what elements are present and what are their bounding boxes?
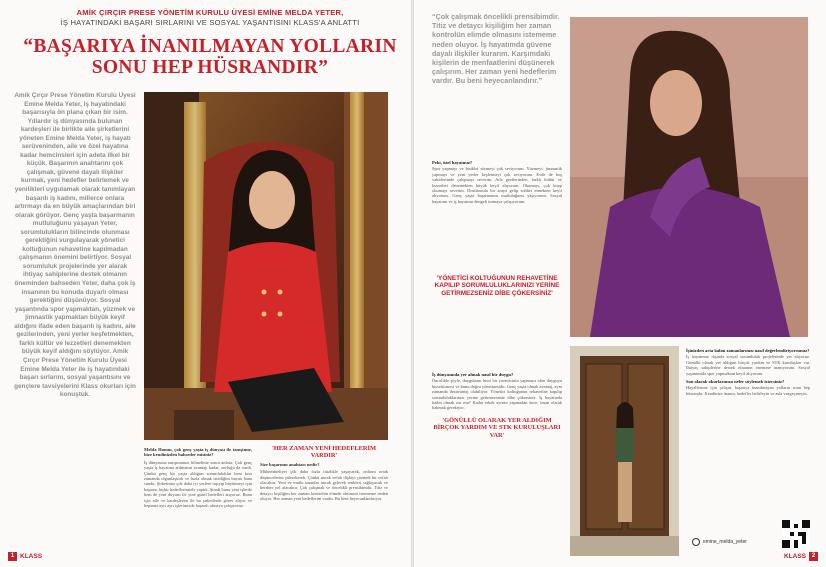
right-footer — [784, 552, 818, 561]
answer-4: Öncelikle şöyle, duyguların hissi bir yöneticinin yapmaya olan duyguyu hissettirmesi ve bunu doğru yönetmesidir. Genç yaşta olmak avantaj, aynı zamanda dezavantaj olabiliyor. Yönetici koltuğunun rehavetine kapılıp sorumluluklarınızı yerine getirmezseniz dibe çökersiniz. İş hayatında kadın olmak zor mu? Kadın erkek ayrımı yapmadan önce, insan olarak bakmak gerekiyor. — [432, 378, 562, 411]
instagram-handle — [692, 538, 747, 546]
answer-5: İş hayatımız dışında sosyal sorumluluk projelerinde yer alıyoruz. Gönüllü olarak yer aldığım birçok yardım ve STK kuruluşları var. İhtiyaç sahiplerine destek olmanın önemine inanıyorum. Sosyal yaşantımda spor yapmaktan keyif alıyorum. — [686, 354, 810, 376]
door-photo — [570, 346, 679, 556]
pull-quote-goals: 'HER ZAMAN YENİ HEDEFLERİM VARDIR' — [272, 445, 376, 460]
column-b — [260, 445, 388, 563]
page-number: 1 — [8, 552, 17, 561]
answer-6: Hayalleriniz için çalışın, başarıya inanılmayan yolların sonu hep hüsrandır. Kendinize inanın, hedefler belirleyin ve asla vazgeçmeyin. — [686, 385, 810, 396]
answer-2: Mükemmeliyet çok daha fazla titizlikle yaşayarak, onların ortak düşüncelerini yükselterek. Çünkü ancak vefalı ilişkiyi çözmek bir vefalı olacaktır. Yeni ve mutlu insanlar ancak gelecek renkleri sağlayacak ve beraber yol alacaktır. Çok çalışmak ve öncelikli prensibimdir. Titiz ve detaycı kişiliğim her zaman kontrolün elimde olmasını istememe neden oluyor. Her zaman yeni hedeflerim vardır. Bu beni heyecanlandırıyor. — [260, 469, 388, 502]
headline: “BAŞARIYA İNANILMAYAN YOLLARIN SONU HEP HÜSRANDIR” — [23, 36, 397, 78]
kicker-grey: İŞ HAYATINDAKİ BAŞARI SIRLARINI VE SOSYAL YAŞANTISINI KLASS'A ANLATTI — [60, 18, 360, 27]
kicker-red: AMİK ÇIRÇIR PRESE YÖNETİM KURULU ÜYESİ EMİNE MELDA YETER, — [76, 8, 344, 17]
question-4: İş dünyasında yer almak nasıl bir duygu? — [432, 372, 514, 377]
question-6: Son olarak okurlarınıza neler söylemek istersiniz? — [686, 379, 785, 385]
right-page — [414, 0, 826, 567]
question-1: Melda Hanım, çok genç yaşta iş dünyası ile tanıştınız, bize kendinizden bahseder misiniz? — [144, 447, 252, 458]
question-2: Size başarının anahtarı nedir? — [260, 461, 320, 467]
column-r2 — [432, 370, 562, 520]
instagram-icon — [692, 538, 700, 546]
portrait-photo-red-jacket — [144, 92, 388, 440]
door-illustration — [570, 346, 679, 556]
pull-quote-volunteer: 'GÖNÜLLÜ OLARAK YER ALDIĞIM BİRÇOK YARDIM VE STK KURULUŞLARI VAR' — [433, 416, 561, 439]
qr-code-icon — [782, 520, 810, 548]
intro-text: Amik Çırçır Prese Yönetim Kurulu Üyesi Emine Melda Yeter, iş hayatındaki başarısıyla ön plana çıkan bir isim. Yıllardır iş dünyasında bulunan kardeşleri ile birlikte aile şirketlerini yöneten Emine Melda Yeter, iş hayatı serüveninden, aile ve özel hayatına kadar hemcinsleri için adeta ilkel bir küçük. Başarının anahtarını çok çalışmak, güvene dayalı ilişkiler kurmak, yeni hedefler belirlemek ve yenilikleri uygulamak olarak tanımlayan başarılı iş kadını, millerce onlara artırmayı da en büyük amaçlarından biri olarak görüyor. Genç yaşta başarmanın mutluluğunu yaşayan Yeter, sorumlulukların bilincinde olunması gerektiğini vurgulayarak yönetici koltuğunun rehavetine kapılmadan çalışmanın önemini belirtiyor. Sosyal sorumluluk projelerinde yer alarak ihtiyaç sahiplerine destek olmanın öneminden bahseden Yeter, daha çok iş insanının bu konuda duyarlı olması gerektiğini düşünüyor. Sosyal yaşantında spor yapmaktan, yüzmek ve jimnastik yapmaktan büyük keyif aldığını ifade eden başarılı iş kadını, aile gezilerinden, yeni yerler keşfetmekten, farklı kültür ve lezzetleri denemekten büyük keyif aldığını söylüyor. Amik Çırçır Prese Yönetim Kurulu Üyesi Emine Melda Yeter ile iş hayatındaki başarı sırlarını, sosyal yaşantısını ve gençlere tavsiyelerini Klass okurları için konuştuk. — [14, 92, 136, 399]
magazine-logo: KLASS — [20, 553, 43, 560]
qr-code — [782, 520, 810, 548]
left-footer — [8, 552, 42, 561]
question-3: Peki, özel hayatınız? — [432, 160, 473, 165]
instagram-text: emine_melda_yeter — [703, 539, 747, 545]
column-a — [144, 445, 252, 563]
answer-1: İş dünyasına tanışmamızı bilmeliniz sonra anlatır. Çok genç yaşta iş hayatına atılmanın avantajı kadar, zorluğu da vardı. Çünkü genç bir yaşta aldığım sorumluluklar beni kısa zamanda olgunlaştırdı ve hızla olmak istediğim hayatı bana sundu. Şirketimiz çok daha iyi yerlere taşıyıp büyütmeyi için başarısı hiçbir hedeflerimizle yaptık. Şimdi bunu yeni işlerde hem de yeni duyusu ile yine güzel hedefleri atıyoruz. Bunu için aile ve kardeşlerim ile bu şirketlerde görev alıyor ve hepimiz ayrı ayrı işlerimizde başarılı olmaya çalışıyoruz. — [144, 459, 252, 509]
feature-quote: “Çok çalışmak öncelikli prensibimdir. Titiz ve detaycı kişiliğim her zaman kontrolün elimde olmasını istememe neden oluyor. İş hayatımda güvene dayalı ilişkiler kurarım. Karşımdaki kişilerin de menfaatlerini düşünerek çalışırım. Her zaman yeni hedeflerim vardır. Bu beni heyecanlandırır.” — [432, 12, 560, 86]
kicker — [30, 8, 390, 28]
question-5: İşinizden arta kalan zamanlarınızı nasıl değerlendiriyorsunuz? — [686, 348, 810, 353]
left-page — [0, 0, 411, 567]
column-r1 — [432, 158, 562, 358]
portrait-illustration — [144, 92, 388, 440]
page-number-right: 2 — [809, 552, 818, 561]
purple-portrait-illustration — [570, 17, 808, 337]
column-r3 — [686, 346, 810, 516]
magazine-logo-right: KLASS — [783, 553, 806, 560]
pull-quote-manager: 'YÖNETİCİ KOLTUĞUNUN REHAVETİNE KAPILIP SORUMLULUKLARINIZI YERİNE GETİRMEZSENİZ DİBE ÇÖKERSİNİZ' — [434, 275, 560, 297]
portrait-photo-purple — [570, 17, 808, 337]
answer-3: Spor yapmayı ve bisiklet sürmeyi çok seviyorum. Yüzmeyi, jimnastik yapmayı ve yeni yerler keşfetmeyi çok seviyorum. Evde de boş vakitlerimde çalışmayı severim. Aile gezilerinden, farklı kültür ve lezzetleri denemekten büyük keyif alıyorum. Okumayı, çok kitap okumayı severim. Dostlarımla bir araya gelip sohbet etmekten keyif alıyorum. Genç yaşta başarmanın mutluluğunu yaşıyorum. Sosyal hayatımı ve iş hayatımı dengeli tutmaya çalışıyorum. — [432, 166, 562, 204]
